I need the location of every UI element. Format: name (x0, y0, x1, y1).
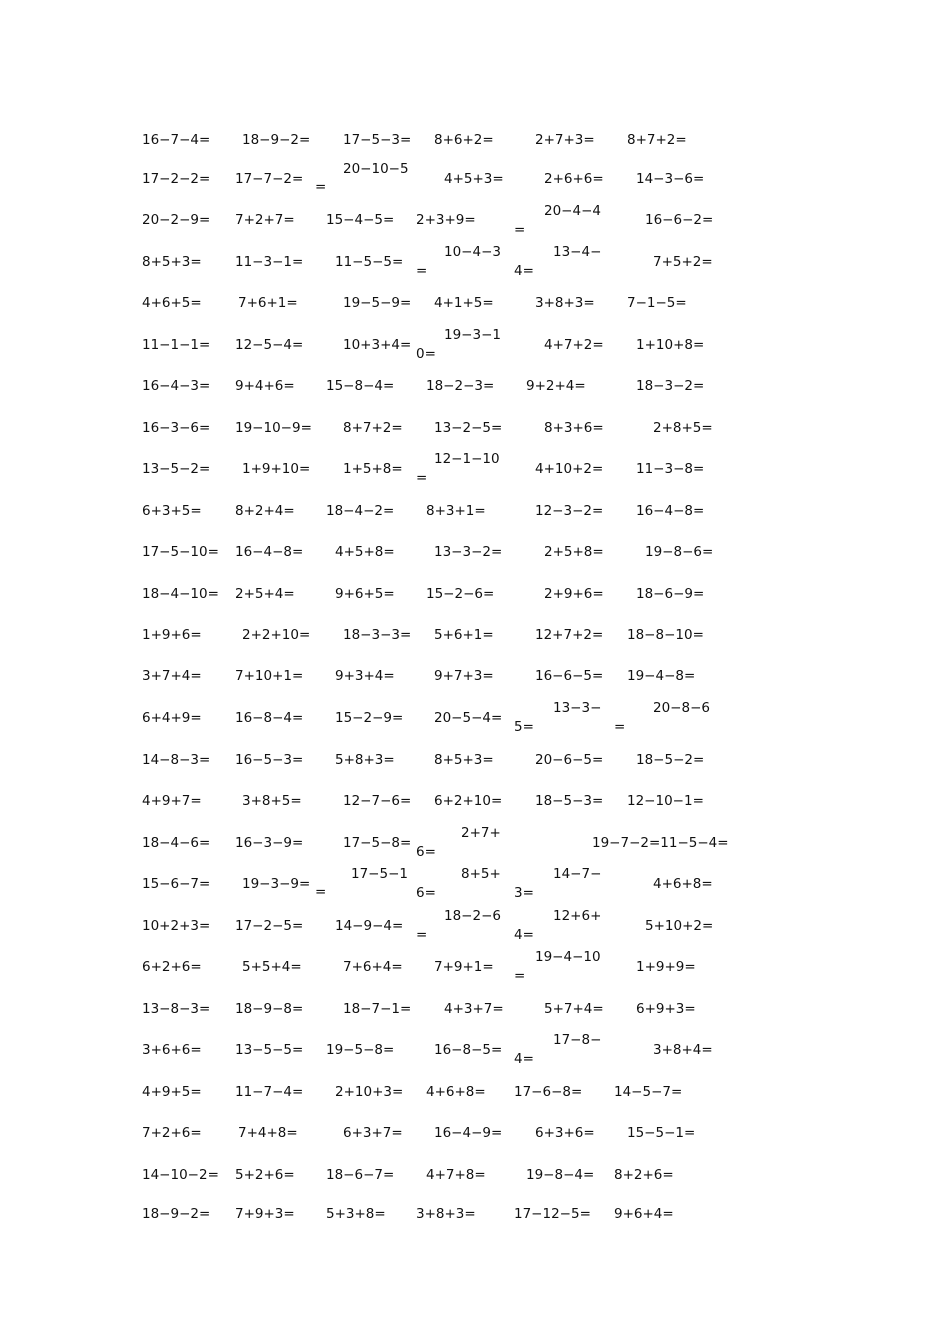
equation-item: 16−5−3= (235, 752, 304, 768)
equation-item: 7+2+6= (142, 1125, 202, 1141)
equation-item: 17−5−3= (343, 132, 412, 148)
equation-item: 2+3+9= (416, 212, 476, 228)
equation-item: 19−7−2=11−5−4= (592, 835, 729, 851)
equation-item: 8+5+ (461, 866, 501, 882)
equation-item: 20−6−5= (535, 752, 604, 768)
equation-item: 5+2+6= (235, 1167, 295, 1183)
equation-item: 19−3−1 (444, 327, 501, 343)
equation-item: 3+7+4= (142, 668, 202, 684)
equation-item: 11−5−5= (335, 254, 404, 270)
equation-item: 3= (514, 885, 534, 901)
equation-item: 19−4−8= (627, 668, 696, 684)
equation-item: 4+7+2= (544, 337, 604, 353)
equation-item: 18−8−10= (627, 627, 704, 643)
equation-item: 0= (416, 346, 436, 362)
equation-item: 13−8−3= (142, 1001, 211, 1017)
equation-item: 5+10+2= (645, 918, 714, 934)
equation-item: = (514, 222, 526, 238)
equation-item: 19−3−9= (242, 876, 311, 892)
equation-item: 4+3+7= (444, 1001, 504, 1017)
equation-item: 14−7− (553, 866, 602, 882)
equation-item: 5+3+8= (326, 1206, 386, 1222)
equation-item: 6+2+10= (434, 793, 503, 809)
equation-item: 4+1+5= (434, 295, 494, 311)
equation-item: 6= (416, 844, 436, 860)
equation-item: 17−8− (553, 1032, 602, 1048)
equation-item: 17−6−8= (514, 1084, 583, 1100)
equation-item: 5= (514, 719, 534, 735)
equation-item: 19−4−10 (535, 949, 601, 965)
equation-item: 2+2+10= (242, 627, 311, 643)
equation-item: 7+9+3= (235, 1206, 295, 1222)
equation-item: 12+7+2= (535, 627, 604, 643)
equation-item: 7−1−5= (627, 295, 687, 311)
equation-item: 8+5+3= (142, 254, 202, 270)
equation-item: 16−6−2= (645, 212, 714, 228)
equation-item: 4= (514, 927, 534, 943)
equation-item: 13−5−5= (235, 1042, 304, 1058)
equation-item: 1+9+10= (242, 461, 311, 477)
equation-item: 14−9−4= (335, 918, 404, 934)
equation-item: 13−5−2= (142, 461, 211, 477)
equation-item: 4+6+8= (653, 876, 713, 892)
equation-item: 18−9−8= (235, 1001, 304, 1017)
equation-item: 12−7−6= (343, 793, 412, 809)
equation-item: 19−5−8= (326, 1042, 395, 1058)
equation-item: 10+3+4= (343, 337, 412, 353)
equation-item: 1+10+8= (636, 337, 705, 353)
equation-item: 5+7+4= (544, 1001, 604, 1017)
equation-item: 15−2−9= (335, 710, 404, 726)
equation-item: 17−5−8= (343, 835, 412, 851)
equation-item: 10−4−3 (444, 244, 501, 260)
equation-item: 8+7+2= (343, 420, 403, 436)
equation-item: 15−5−1= (627, 1125, 696, 1141)
equation-item: 14−3−6= (636, 171, 705, 187)
equation-item: 4= (514, 1051, 534, 1067)
equation-item: 6+9+3= (636, 1001, 696, 1017)
equation-item: 10+2+3= (142, 918, 211, 934)
equation-item: 18−4−2= (326, 503, 395, 519)
equation-item: 4+9+7= (142, 793, 202, 809)
equation-item: 1+9+9= (636, 959, 696, 975)
equation-item: 15−8−4= (326, 378, 395, 394)
equation-item: 12−5−4= (235, 337, 304, 353)
equation-item: = (416, 263, 428, 279)
equation-item: 5+5+4= (242, 959, 302, 975)
equation-item: 9+4+6= (235, 378, 295, 394)
equation-item: 6+3+6= (535, 1125, 595, 1141)
equation-item: = (514, 968, 526, 984)
equation-item: 4+9+5= (142, 1084, 202, 1100)
equation-item: 4+10+2= (535, 461, 604, 477)
equation-item: 6+2+6= (142, 959, 202, 975)
equation-item: 15−6−7= (142, 876, 211, 892)
equation-item: 15−4−5= (326, 212, 395, 228)
equation-item: 4= (514, 263, 534, 279)
equation-item: 20−4−4 (544, 203, 601, 219)
equation-item: 17−5−10= (142, 544, 219, 560)
equation-item: 16−4−3= (142, 378, 211, 394)
equation-item: 17−5−1 (351, 866, 408, 882)
equation-item: 19−8−6= (645, 544, 714, 560)
equation-item: 12+6+ (553, 908, 602, 924)
equation-item: 16−3−6= (142, 420, 211, 436)
equation-item: 4+7+8= (426, 1167, 486, 1183)
equation-item: 8+5+3= (434, 752, 494, 768)
equation-item: 7+6+1= (238, 295, 298, 311)
equation-item: = (416, 470, 428, 486)
equation-item: 16−3−9= (235, 835, 304, 851)
equation-item: 16−4−8= (235, 544, 304, 560)
equation-item: 5+8+3= (335, 752, 395, 768)
equation-item: 2+6+6= (544, 171, 604, 187)
equation-item: 2+5+4= (235, 586, 295, 602)
equation-item: 4+5+3= (444, 171, 504, 187)
equation-item: 2+8+5= (653, 420, 713, 436)
equation-item: 15−2−6= (426, 586, 495, 602)
equation-item: 7+4+8= (238, 1125, 298, 1141)
equation-item: 18−4−10= (142, 586, 219, 602)
equation-item: = (315, 179, 327, 195)
equation-item: 3+8+3= (535, 295, 595, 311)
equation-item: 11−1−1= (142, 337, 211, 353)
equation-item: 13−3−2= (434, 544, 503, 560)
equation-item: 12−3−2= (535, 503, 604, 519)
equation-item: 8+2+4= (235, 503, 295, 519)
equation-item: 7+2+7= (235, 212, 295, 228)
equation-item: 16−8−4= (235, 710, 304, 726)
equation-item: 8+2+6= (614, 1167, 674, 1183)
equation-item: 19−10−9= (235, 420, 312, 436)
equation-item: 18−3−3= (343, 627, 412, 643)
equation-item: 11−3−1= (235, 254, 304, 270)
equation-item: 16−4−9= (434, 1125, 503, 1141)
equation-item: 14−5−7= (614, 1084, 683, 1100)
equation-item: 18−6−7= (326, 1167, 395, 1183)
equation-item: 9+3+4= (335, 668, 395, 684)
equation-item: 6+3+5= (142, 503, 202, 519)
equation-item: 11−3−8= (636, 461, 705, 477)
equation-item: 1+5+8= (343, 461, 403, 477)
equation-item: 2+9+6= (544, 586, 604, 602)
equation-item: 13−2−5= (434, 420, 503, 436)
equation-item: 18−5−2= (636, 752, 705, 768)
equation-item: 18−2−6 (444, 908, 501, 924)
equation-item: 14−8−3= (142, 752, 211, 768)
equation-item: 13−4− (553, 244, 602, 260)
equation-item: 6+3+7= (343, 1125, 403, 1141)
equation-item: 2+10+3= (335, 1084, 404, 1100)
equation-item: 9+2+4= (526, 378, 586, 394)
equation-item: 6= (416, 885, 436, 901)
equation-item: 18−6−9= (636, 586, 705, 602)
equation-item: 16−4−8= (636, 503, 705, 519)
equation-item: 4+6+5= (142, 295, 202, 311)
equation-item: 18−4−6= (142, 835, 211, 851)
equation-item: 7+6+4= (343, 959, 403, 975)
equation-item: 14−10−2= (142, 1167, 219, 1183)
equation-item: 7+9+1= (434, 959, 494, 975)
equation-item: 8+6+2= (434, 132, 494, 148)
equation-item: 3+8+3= (416, 1206, 476, 1222)
equation-item: 9+6+4= (614, 1206, 674, 1222)
equation-item: 6+4+9= (142, 710, 202, 726)
equation-item: 9+6+5= (335, 586, 395, 602)
equation-item: 17−2−2= (142, 171, 211, 187)
equation-item: 3+8+5= (242, 793, 302, 809)
equation-item: = (614, 719, 626, 735)
equation-item: 5+6+1= (434, 627, 494, 643)
equation-item: 18−7−1= (343, 1001, 412, 1017)
equation-item: 2+7+ (461, 825, 501, 841)
equation-item: 4+6+8= (426, 1084, 486, 1100)
equation-item: 16−8−5= (434, 1042, 503, 1058)
equation-item: 18−9−2= (242, 132, 311, 148)
equation-item: 4+5+8= (335, 544, 395, 560)
equation-item: 17−12−5= (514, 1206, 591, 1222)
equation-item: 8+7+2= (627, 132, 687, 148)
equation-item: 18−9−2= (142, 1206, 211, 1222)
equation-item: 17−2−5= (235, 918, 304, 934)
equation-item: 7+5+2= (653, 254, 713, 270)
equation-item: 3+8+4= (653, 1042, 713, 1058)
equation-item: 1+9+6= (142, 627, 202, 643)
equation-item: 19−8−4= (526, 1167, 595, 1183)
equation-item: 12−1−10 (434, 451, 500, 467)
equation-item: 8+3+6= (544, 420, 604, 436)
equation-item: 18−2−3= (426, 378, 495, 394)
equation-item: 2+5+8= (544, 544, 604, 560)
equation-item: = (315, 884, 327, 900)
equation-item: 18−3−2= (636, 378, 705, 394)
equation-item: 16−7−4= (142, 132, 211, 148)
equation-item: 9+7+3= (434, 668, 494, 684)
equation-item: 12−10−1= (627, 793, 704, 809)
equation-item: 20−2−9= (142, 212, 211, 228)
equation-item: 19−5−9= (343, 295, 412, 311)
equation-item: 20−5−4= (434, 710, 503, 726)
equation-item: 13−3− (553, 700, 602, 716)
equation-item: 17−7−2= (235, 171, 304, 187)
equation-item: 20−8−6 (653, 700, 710, 716)
equation-item: 7+10+1= (235, 668, 304, 684)
equation-item: 20−10−5 (343, 161, 409, 177)
equation-item: 2+7+3= (535, 132, 595, 148)
equation-item: = (416, 927, 428, 943)
equation-item: 8+3+1= (426, 503, 486, 519)
equation-item: 18−5−3= (535, 793, 604, 809)
equation-item: 3+6+6= (142, 1042, 202, 1058)
equation-item: 11−7−4= (235, 1084, 304, 1100)
equation-item: 16−6−5= (535, 668, 604, 684)
